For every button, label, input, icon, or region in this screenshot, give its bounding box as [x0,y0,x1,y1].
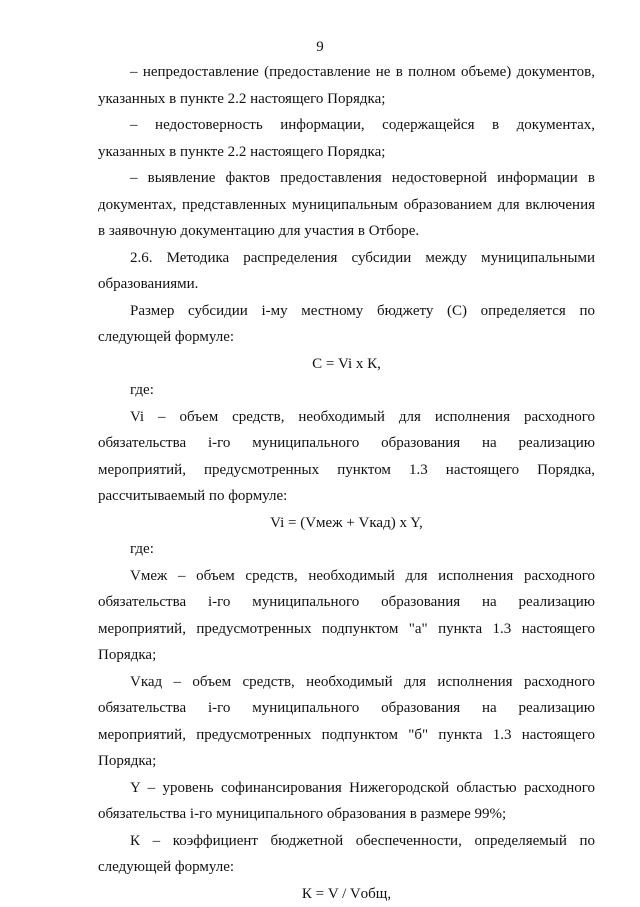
paragraph-y-definition: Y – уровень софинансирования Нижегородской областью расходного обязательства i-го муниципального образования в размере 99%; [98,775,595,828]
paragraph-section-2-6: 2.6. Методика распределения субсидии между муниципальными образованиями. [98,245,595,298]
paragraph-false-info: – выявление фактов предоставления недостоверной информации в документах, представленных муниципальным образованием для включения в заявочную документацию для участия в Отборе. [98,165,595,245]
paragraph-k-definition: К – коэффициент бюджетной обеспеченности, определяемый по следующей формуле: [98,828,595,881]
paragraph-vi-definition: Vi – объем средств, необходимый для исполнения расходного обязательства i-го муниципального образования на реализацию мероприятий, предусмотренных пунктом 1.3 настоящего Порядка, рассчитываемый по формуле: [98,404,595,510]
paragraph-unreliability: – недостоверность информации, содержащейся в документах, указанных в пункте 2.2 настоящего Порядка; [98,112,595,165]
paragraph-where-2: где: [98,536,595,563]
formula-k: К = V / Vобщ, [98,881,595,907]
page-number: 9 [0,38,640,56]
document-body [98,59,595,907]
paragraph-vkad-definition: Vкад – объем средств, необходимый для исполнения расходного обязательства i-го муниципального образования на реализацию мероприятий, предусмотренных подпунктом "б" пункта 1.3 настоящего Порядка; [98,669,595,775]
formula-c: С = Vi x К, [98,351,595,378]
paragraph-nonsubmission: – непредоставление (предоставление не в полном объеме) документов, указанных в пункте 2.2 настоящего Порядка; [98,59,595,112]
paragraph-where-1: где: [98,377,595,404]
paragraph-vmezh-definition: Vмеж – объем средств, необходимый для исполнения расходного обязательства i-го муниципального образования на реализацию мероприятий, предусмотренных подпунктом "а" пункта 1.3 настоящего Порядка; [98,563,595,669]
formula-vi: Vi = (Vмеж + Vкад) x Y, [98,510,595,537]
paragraph-subsidy-size: Размер субсидии i-му местному бюджету (С) определяется по следующей формуле: [98,298,595,351]
